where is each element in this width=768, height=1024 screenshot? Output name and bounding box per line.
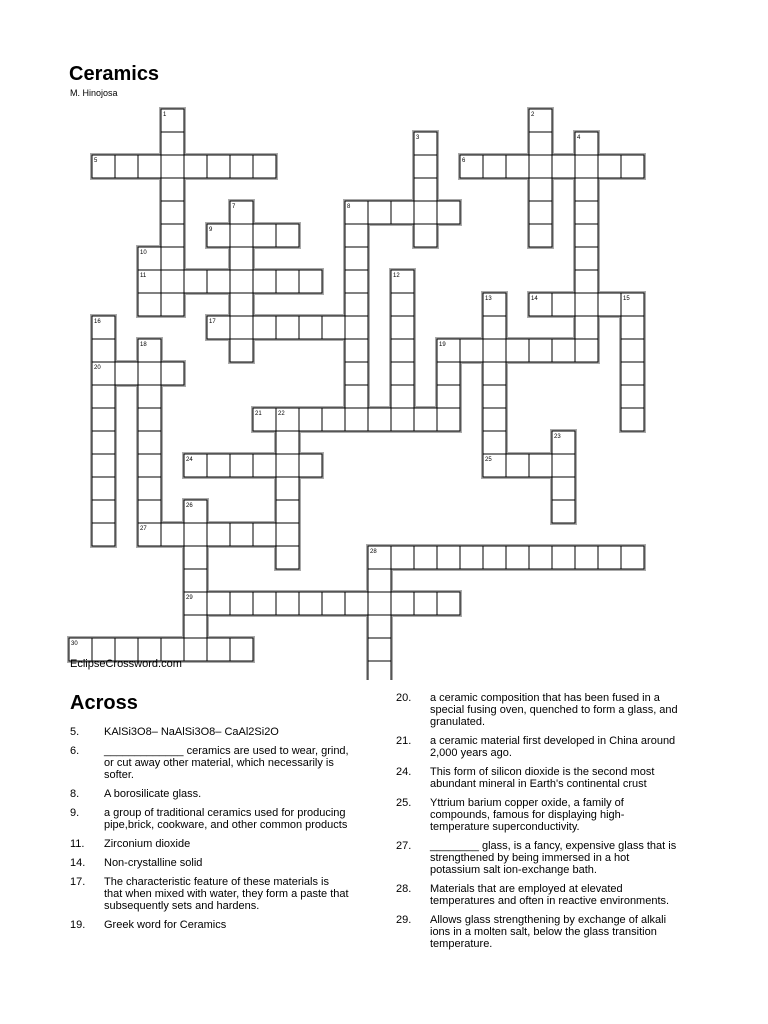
clue-number-label: 11 bbox=[140, 273, 147, 279]
grid-cell[interactable] bbox=[575, 339, 598, 362]
grid-cell[interactable] bbox=[207, 638, 230, 661]
grid-cell[interactable] bbox=[276, 477, 299, 500]
clue-text: KAlSi3O8– NaAlSi3O8– CaAl2Si2O bbox=[104, 726, 279, 738]
clue-item bbox=[70, 745, 350, 781]
grid-cell[interactable] bbox=[437, 201, 460, 224]
grid-cell[interactable] bbox=[161, 224, 184, 247]
grid-cell[interactable] bbox=[161, 362, 184, 385]
grid-cell[interactable] bbox=[207, 270, 230, 293]
grid-cell[interactable] bbox=[230, 270, 253, 293]
grid-cell[interactable] bbox=[230, 293, 253, 316]
grid-cell[interactable] bbox=[230, 454, 253, 477]
clue-number-label: 5 bbox=[94, 158, 98, 164]
grid-cell[interactable] bbox=[368, 615, 391, 638]
grid-cell[interactable] bbox=[552, 155, 575, 178]
grid-cell[interactable] bbox=[161, 132, 184, 155]
grid-cell[interactable] bbox=[391, 339, 414, 362]
clue-number: 11. bbox=[70, 838, 85, 850]
grid-cell[interactable] bbox=[437, 408, 460, 431]
grid-cell[interactable] bbox=[414, 201, 437, 224]
grid-cell[interactable] bbox=[575, 201, 598, 224]
clue-text: Zirconium dioxide bbox=[104, 838, 191, 850]
clue-text: ________ glass, is a fancy, expensive glass that is strengthened by being immersed in a hot potassium salt ion-exchange bath. bbox=[430, 840, 677, 876]
grid-cell[interactable] bbox=[575, 247, 598, 270]
grid-cell[interactable] bbox=[529, 224, 552, 247]
grid-cell[interactable] bbox=[506, 454, 529, 477]
grid-cell[interactable] bbox=[345, 224, 368, 247]
grid-cell[interactable] bbox=[276, 224, 299, 247]
grid-cell[interactable] bbox=[529, 454, 552, 477]
grid-cell[interactable] bbox=[230, 339, 253, 362]
grid-cell[interactable] bbox=[598, 546, 621, 569]
clue-number-label: 18 bbox=[140, 342, 147, 348]
clue-column-right bbox=[396, 692, 682, 957]
clue-number: 25. bbox=[396, 797, 412, 809]
clue-text: a ceramic material first developed in China around 2,000 years ago. bbox=[430, 735, 676, 759]
clue-number-label: 17 bbox=[209, 319, 216, 325]
clue-number-label: 14 bbox=[531, 296, 538, 302]
clue-section bbox=[70, 692, 690, 962]
clue-item bbox=[396, 883, 682, 907]
grid-cell[interactable] bbox=[529, 132, 552, 155]
grid-cell[interactable] bbox=[345, 293, 368, 316]
grid-cell[interactable] bbox=[575, 178, 598, 201]
author: M. Hinojosa bbox=[70, 88, 118, 98]
grid-cell[interactable] bbox=[391, 201, 414, 224]
clue-item bbox=[396, 735, 682, 759]
grid-cell[interactable] bbox=[161, 201, 184, 224]
grid-cell[interactable] bbox=[92, 431, 115, 454]
grid-cell[interactable] bbox=[552, 339, 575, 362]
clue-number: 14. bbox=[70, 857, 86, 869]
grid-cell[interactable] bbox=[345, 247, 368, 270]
clue-number-label: 21 bbox=[255, 411, 262, 417]
grid-cell[interactable] bbox=[368, 201, 391, 224]
grid-cell[interactable] bbox=[552, 454, 575, 477]
clue-number: 8. bbox=[70, 788, 80, 800]
clue-number-label: 28 bbox=[370, 549, 377, 555]
grid-cell[interactable] bbox=[276, 316, 299, 339]
clue-text: Greek word for Ceramics bbox=[104, 919, 227, 931]
grid-cell[interactable] bbox=[391, 362, 414, 385]
grid-cell[interactable] bbox=[207, 523, 230, 546]
clue-number-label: 4 bbox=[577, 135, 581, 141]
grid-cell[interactable] bbox=[92, 454, 115, 477]
grid-cell[interactable] bbox=[138, 385, 161, 408]
clue-number-label: 16 bbox=[94, 319, 101, 325]
grid-cell[interactable] bbox=[92, 500, 115, 523]
clue-number-label: 8 bbox=[347, 204, 351, 210]
grid-cell[interactable] bbox=[368, 592, 391, 615]
grid-cell[interactable] bbox=[138, 431, 161, 454]
clue-number-label: 19 bbox=[439, 342, 446, 348]
grid-cell[interactable] bbox=[575, 316, 598, 339]
grid-cell[interactable] bbox=[621, 155, 644, 178]
clue-number-label: 15 bbox=[623, 296, 630, 302]
grid-cell[interactable] bbox=[161, 293, 184, 316]
clue-text: Allows glass strengthening by exchange of alkali ions in a molten salt, below the glass transition temperature. bbox=[430, 914, 667, 950]
clue-number: 24. bbox=[396, 766, 412, 778]
grid-cell[interactable] bbox=[414, 546, 437, 569]
grid-cell[interactable] bbox=[115, 362, 138, 385]
clue-number-label: 22 bbox=[278, 411, 285, 417]
grid-cell[interactable] bbox=[253, 592, 276, 615]
grid-cell[interactable] bbox=[483, 385, 506, 408]
grid-cell[interactable] bbox=[276, 270, 299, 293]
grid-cell[interactable] bbox=[161, 178, 184, 201]
clue-item bbox=[396, 914, 682, 950]
grid-cell[interactable] bbox=[621, 546, 644, 569]
grid-cell[interactable] bbox=[276, 500, 299, 523]
grid-cell[interactable] bbox=[253, 454, 276, 477]
grid-cell[interactable] bbox=[391, 408, 414, 431]
grid-cell[interactable] bbox=[276, 431, 299, 454]
grid-cell[interactable] bbox=[184, 615, 207, 638]
clue-text: a group of traditional ceramics used for producing pipe,brick, cookware, and other common products bbox=[104, 807, 348, 831]
grid-cell[interactable] bbox=[276, 592, 299, 615]
clue-number: 6. bbox=[70, 745, 80, 757]
grid-cell[interactable] bbox=[299, 592, 322, 615]
clue-item bbox=[70, 857, 350, 869]
grid-cell[interactable] bbox=[483, 431, 506, 454]
grid-cell[interactable] bbox=[345, 592, 368, 615]
clue-number: 9. bbox=[70, 807, 80, 819]
clue-item bbox=[70, 807, 350, 831]
grid-cell[interactable] bbox=[230, 247, 253, 270]
clue-text: A borosilicate glass. bbox=[104, 788, 202, 800]
clue-text: _____________ ceramics are used to wear, grind, or cut away other material, which necessarily is softer. bbox=[104, 745, 349, 781]
grid-cell[interactable] bbox=[506, 546, 529, 569]
grid-cell[interactable] bbox=[184, 155, 207, 178]
grid-cell[interactable] bbox=[368, 661, 391, 680]
grid-cell[interactable] bbox=[414, 155, 437, 178]
grid-cell[interactable] bbox=[391, 293, 414, 316]
grid-cell[interactable] bbox=[138, 477, 161, 500]
grid-cell[interactable] bbox=[276, 523, 299, 546]
grid-cell[interactable] bbox=[621, 408, 644, 431]
grid-cell[interactable] bbox=[230, 592, 253, 615]
clue-number-label: 24 bbox=[186, 457, 193, 463]
page-title: Ceramics bbox=[69, 63, 160, 85]
clue-item bbox=[70, 838, 350, 850]
across-heading: Across bbox=[70, 692, 138, 714]
grid-cell[interactable] bbox=[552, 477, 575, 500]
grid-cell[interactable] bbox=[253, 155, 276, 178]
grid-cell[interactable] bbox=[276, 546, 299, 569]
grid-cell[interactable] bbox=[299, 454, 322, 477]
clue-number: 20. bbox=[396, 692, 412, 704]
grid-cell[interactable] bbox=[368, 408, 391, 431]
grid-cell[interactable] bbox=[276, 454, 299, 477]
clue-number: 21. bbox=[396, 735, 412, 747]
grid-cell[interactable] bbox=[437, 546, 460, 569]
grid-cell[interactable] bbox=[437, 362, 460, 385]
grid-cell[interactable] bbox=[598, 293, 621, 316]
grid-cell[interactable] bbox=[138, 155, 161, 178]
grid-cell[interactable] bbox=[138, 362, 161, 385]
clue-text: The characteristic feature of these materials is that when mixed with water, they form a paste that subsequently sets and hardens. bbox=[104, 876, 349, 912]
clue-number-label: 10 bbox=[140, 250, 147, 256]
grid-cell[interactable] bbox=[184, 569, 207, 592]
clue-number-label: 6 bbox=[462, 158, 466, 164]
grid-cell[interactable] bbox=[138, 500, 161, 523]
grid-cell[interactable] bbox=[460, 546, 483, 569]
grid-cell[interactable] bbox=[621, 316, 644, 339]
grid-cell[interactable] bbox=[207, 454, 230, 477]
clue-number-label: 30 bbox=[71, 641, 78, 647]
clue-number-label: 1 bbox=[163, 112, 167, 118]
grid-cell[interactable] bbox=[414, 592, 437, 615]
clue-text: Non-crystalline solid bbox=[104, 857, 203, 869]
clue-item bbox=[396, 840, 682, 876]
grid-cell[interactable] bbox=[529, 201, 552, 224]
clue-number: 17. bbox=[70, 876, 86, 888]
grid-cell[interactable] bbox=[483, 362, 506, 385]
clue-number-label: 13 bbox=[485, 296, 492, 302]
grid-cell[interactable] bbox=[414, 408, 437, 431]
grid-cell[interactable] bbox=[115, 155, 138, 178]
clue-number-label: 29 bbox=[186, 595, 193, 601]
clue-number-label: 7 bbox=[232, 204, 236, 210]
grid-cell[interactable] bbox=[138, 454, 161, 477]
grid-cell[interactable] bbox=[92, 408, 115, 431]
grid-cell[interactable] bbox=[138, 293, 161, 316]
grid-cell[interactable] bbox=[529, 339, 552, 362]
grid-cell[interactable] bbox=[92, 385, 115, 408]
grid-cell[interactable] bbox=[506, 339, 529, 362]
grid-cell[interactable] bbox=[391, 592, 414, 615]
grid-cell[interactable] bbox=[253, 224, 276, 247]
clue-number-label: 26 bbox=[186, 503, 193, 509]
clue-number-label: 20 bbox=[94, 365, 101, 371]
grid-cell[interactable] bbox=[552, 293, 575, 316]
clue-text: Materials that are employed at elevated temperatures and often in reactive environments. bbox=[430, 883, 670, 907]
grid-cell[interactable] bbox=[506, 155, 529, 178]
grid-cell[interactable] bbox=[529, 155, 552, 178]
clue-item bbox=[70, 876, 350, 912]
grid-cell[interactable] bbox=[184, 523, 207, 546]
clue-number-label: 23 bbox=[554, 434, 561, 440]
clue-number-label: 2 bbox=[531, 112, 535, 118]
grid-cell[interactable] bbox=[345, 362, 368, 385]
grid-cell[interactable] bbox=[322, 408, 345, 431]
grid-cell[interactable] bbox=[92, 339, 115, 362]
grid-cell[interactable] bbox=[391, 316, 414, 339]
clue-number-label: 9 bbox=[209, 227, 213, 233]
clue-number: 29. bbox=[396, 914, 412, 926]
clue-item bbox=[396, 692, 682, 728]
grid-cell[interactable] bbox=[460, 339, 483, 362]
grid-cell[interactable] bbox=[414, 224, 437, 247]
grid-cell[interactable] bbox=[161, 247, 184, 270]
grid-cell[interactable] bbox=[345, 316, 368, 339]
clue-number: 19. bbox=[70, 919, 86, 931]
grid-cell[interactable] bbox=[299, 408, 322, 431]
clue-item bbox=[70, 788, 350, 800]
grid-cell[interactable] bbox=[253, 316, 276, 339]
footer-credit: EclipseCrossword.com bbox=[70, 658, 182, 670]
grid-cell[interactable] bbox=[230, 316, 253, 339]
clue-number-label: 25 bbox=[485, 457, 492, 463]
grid-cell[interactable] bbox=[184, 638, 207, 661]
grid-cell[interactable] bbox=[552, 500, 575, 523]
grid-cell[interactable] bbox=[529, 546, 552, 569]
grid-cell[interactable] bbox=[621, 339, 644, 362]
grid-cell[interactable] bbox=[161, 155, 184, 178]
clue-item bbox=[396, 766, 682, 790]
grid-cell[interactable] bbox=[529, 178, 552, 201]
grid-cell[interactable] bbox=[483, 408, 506, 431]
grid-cell[interactable] bbox=[161, 523, 184, 546]
grid-cell[interactable] bbox=[230, 155, 253, 178]
grid-cell[interactable] bbox=[483, 339, 506, 362]
grid-cell[interactable] bbox=[299, 316, 322, 339]
grid-cell[interactable] bbox=[230, 638, 253, 661]
clue-item bbox=[70, 919, 350, 931]
grid-cell[interactable] bbox=[92, 523, 115, 546]
grid-cell[interactable] bbox=[368, 638, 391, 661]
grid-cell[interactable] bbox=[483, 316, 506, 339]
grid-cell[interactable] bbox=[207, 155, 230, 178]
grid-cell[interactable] bbox=[230, 224, 253, 247]
grid-cell[interactable] bbox=[161, 270, 184, 293]
grid-cell[interactable] bbox=[483, 155, 506, 178]
grid-cell[interactable] bbox=[184, 546, 207, 569]
grid-cell[interactable] bbox=[184, 270, 207, 293]
grid-cell[interactable] bbox=[414, 178, 437, 201]
grid-cell[interactable] bbox=[207, 592, 230, 615]
grid-cell[interactable] bbox=[621, 362, 644, 385]
clue-number: 5. bbox=[70, 726, 80, 738]
grid-cell[interactable] bbox=[437, 385, 460, 408]
clue-number-label: 27 bbox=[140, 526, 147, 532]
grid-cell[interactable] bbox=[253, 270, 276, 293]
clue-column-left bbox=[70, 726, 350, 938]
grid-cell[interactable] bbox=[621, 385, 644, 408]
grid-cell[interactable] bbox=[322, 592, 345, 615]
clue-item bbox=[396, 797, 682, 833]
grid-cell[interactable] bbox=[483, 546, 506, 569]
grid-cell[interactable] bbox=[322, 316, 345, 339]
grid-cell[interactable] bbox=[345, 270, 368, 293]
grid-cell[interactable] bbox=[575, 155, 598, 178]
clue-number-label: 12 bbox=[393, 273, 400, 279]
grid-cell[interactable] bbox=[345, 385, 368, 408]
clue-number-label: 3 bbox=[416, 135, 420, 141]
clue-number: 27. bbox=[396, 840, 412, 852]
grid-cell[interactable] bbox=[368, 569, 391, 592]
clue-item bbox=[70, 726, 350, 738]
grid-cell[interactable] bbox=[575, 270, 598, 293]
grid-cell[interactable] bbox=[575, 224, 598, 247]
grid-cell[interactable] bbox=[575, 546, 598, 569]
grid-cell[interactable] bbox=[575, 293, 598, 316]
grid-cell[interactable] bbox=[391, 385, 414, 408]
grid-cell[interactable] bbox=[230, 523, 253, 546]
grid-cell[interactable] bbox=[138, 408, 161, 431]
grid-cell[interactable] bbox=[299, 270, 322, 293]
grid-cell[interactable] bbox=[437, 592, 460, 615]
grid-cell[interactable] bbox=[345, 408, 368, 431]
clue-text: This form of silicon dioxide is the second most abundant mineral in Earth's continental crust bbox=[430, 766, 655, 790]
grid-cell[interactable] bbox=[253, 523, 276, 546]
grid-cell[interactable] bbox=[92, 477, 115, 500]
clue-text: Yttrium barium copper oxide, a family of compounds, famous for displaying high-temperature superconductivity. bbox=[430, 797, 625, 833]
grid-cell[interactable] bbox=[598, 155, 621, 178]
grid-cell[interactable] bbox=[552, 546, 575, 569]
grid-cell[interactable] bbox=[345, 339, 368, 362]
clue-text: a ceramic composition that has been fused in a special fusing oven, quenched to form a glass, and granulated. bbox=[430, 692, 678, 728]
grid-cell[interactable] bbox=[391, 546, 414, 569]
clue-number: 28. bbox=[396, 883, 412, 895]
